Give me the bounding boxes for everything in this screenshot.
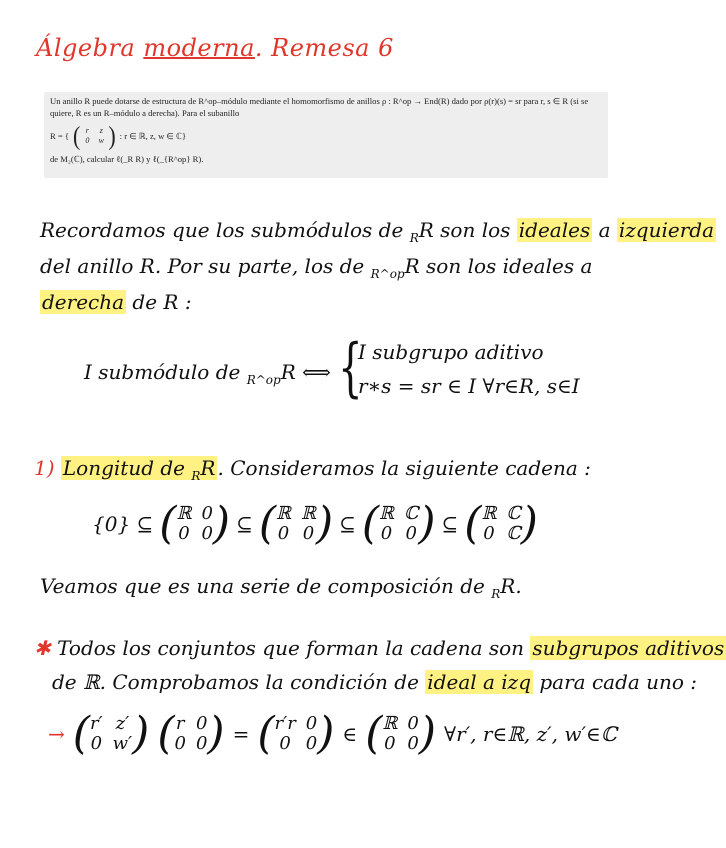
matrix-cell: z [99, 126, 103, 135]
star-icon: ✱ [34, 636, 51, 660]
problem-line-3: de M₂(ℂ), calcular ℓ(_R R) y ℓ(_{R^op} R). [50, 154, 204, 164]
iff-left [84, 360, 331, 387]
title-prefix: Álgebra [36, 34, 144, 62]
subset-symbol: ⊆ [441, 512, 459, 536]
highlight-ideal-izq: ideal a izq [427, 670, 532, 694]
matrix-cell: w [98, 136, 105, 145]
note-line-2 [40, 254, 592, 281]
problem-statement [44, 92, 608, 178]
equals-symbol: = [232, 722, 250, 746]
problem-line-1: Un anillo R puede dotarse de estructura de R^op–módulo mediante el homomorfismo de anillos ρ : R^op → End(R) dado por ρ(r)(s) = sr para r, s ∈ R (si se [50, 96, 589, 106]
note-text: de R : [126, 290, 192, 314]
note-text: R [200, 456, 216, 480]
note-text: de ℝ. Comprobamos la condición de [52, 670, 426, 694]
highlight-izquierda: izquierda [618, 218, 715, 242]
note-sub: R^op [370, 267, 405, 281]
composition-chain [92, 498, 538, 549]
chain-start: {0} ⊆ [92, 512, 154, 536]
page-title [36, 34, 394, 62]
note-text: son los [433, 218, 517, 242]
chain-matrix-1: ( ℝ 0 0 0 ) [159, 498, 231, 549]
veamos-line [40, 574, 522, 601]
todos-line-1 [34, 636, 726, 660]
set-suffix: : r ∈ ℝ, z, w ∈ ℂ} [119, 131, 187, 141]
matrix-cell: 0 [85, 136, 90, 145]
note-text: R [404, 254, 420, 278]
set-prefix: R = { [50, 131, 70, 141]
product-matrix-1: ( r′ z′ 0 w′ ) [72, 708, 150, 759]
note-sub: R [409, 231, 419, 245]
problem-matrix: ( r z 0 w ) [73, 120, 116, 151]
note-text: Veamos que es una serie de composición de [40, 574, 492, 598]
note-text: R [500, 574, 516, 598]
note-sub: R [491, 587, 501, 601]
title-suffix: . Remesa 6 [254, 34, 394, 62]
product-matrix-2: ( r 0 0 0 ) [157, 708, 225, 759]
chain-matrix-3: ( ℝ ℂ 0 0 ) [361, 498, 436, 549]
chain-matrix-4: ( ℝ ℂ 0 ℂ ) [464, 498, 538, 549]
quantifier-text: ∀r′, r∈ℝ, z′, w′∈ℂ [444, 722, 617, 746]
iff-right-2: r∗s = sr ∈ I ∀r∈R, s∈I [358, 374, 580, 398]
section-title [61, 456, 218, 483]
iff-right-1: I subgrupo aditivo [358, 340, 544, 364]
curly-brace: { [338, 331, 363, 405]
note-line-3 [40, 290, 192, 314]
todos-line-2 [52, 670, 697, 694]
note-text: I submódulo de [84, 360, 247, 384]
highlight-derecha: derecha [42, 290, 125, 314]
arrow-icon: → [48, 722, 65, 746]
note-text: R [280, 360, 296, 384]
product-check [48, 708, 617, 759]
product-matrix-3: ( r′r 0 0 0 ) [257, 708, 335, 759]
title-underlined: moderna [143, 34, 255, 62]
element-of-symbol: ∈ [342, 722, 358, 746]
note-text: Todos los conjuntos que forman la cadena son [57, 636, 531, 660]
note-text: para cada uno : [533, 670, 698, 694]
highlight-ideales: ideales [518, 218, 591, 242]
note-sub: R [191, 469, 201, 483]
note-text: R [418, 218, 434, 242]
matrix-cell: r [85, 126, 89, 135]
highlight-subgrupos: subgrupos aditivos [532, 636, 725, 660]
note-text: Longitud de [62, 456, 192, 480]
note-text: . [515, 574, 522, 598]
note-line-1 [40, 218, 716, 245]
section-1-heading [34, 456, 591, 483]
note-text: a [592, 218, 617, 242]
note-text: . Consideramos la siguiente cadena : [217, 456, 591, 480]
note-text: son los ideales a [419, 254, 593, 278]
subset-symbol: ⊆ [236, 512, 253, 536]
product-matrix-4: ( ℝ 0 0 0 ) [365, 708, 436, 759]
note-text: del anillo R. Por su parte, los de [40, 254, 371, 278]
section-number: 1) [34, 456, 55, 480]
problem-set-definition [50, 120, 602, 151]
subset-symbol: ⊆ [339, 512, 356, 536]
note-sub: R^op [246, 373, 281, 387]
chain-matrix-2: ( ℝ ℝ 0 0 ) [258, 498, 334, 549]
iff-arrow: ⟺ [295, 360, 331, 384]
note-text: Recordamos que los submódulos de [40, 218, 410, 242]
problem-line-2: quiere, R es un R–módulo a derecha). Para el subanillo [50, 108, 240, 118]
